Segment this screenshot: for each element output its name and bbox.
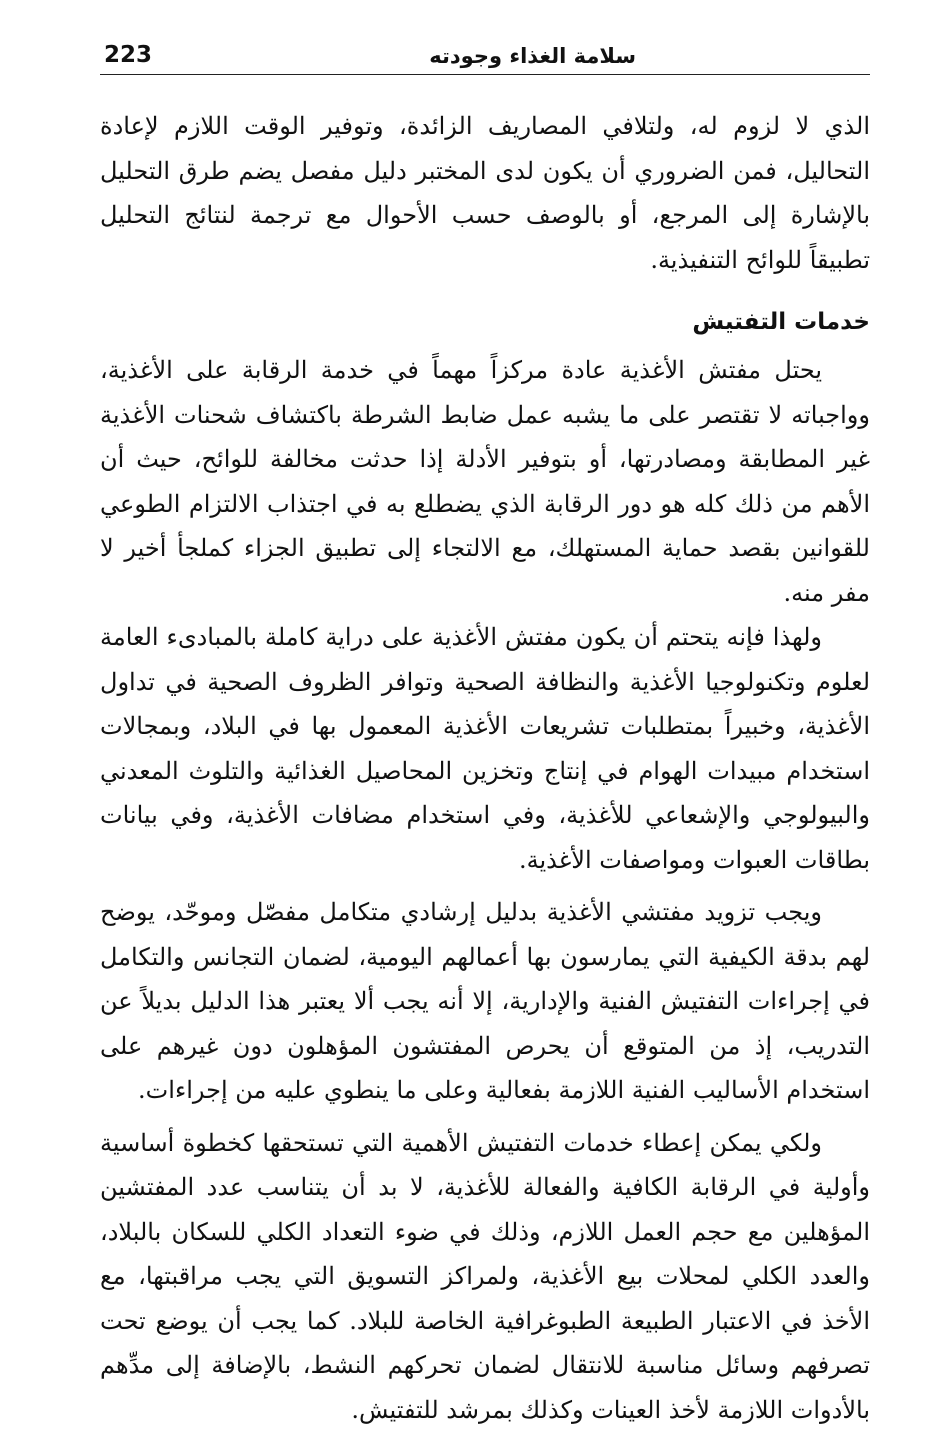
running-title: سلامة الغذاء وجودته xyxy=(429,44,636,68)
body-paragraph: ويجب تزويد مفتشي الأغذية بدليل إرشادي متكامل مفصّل وموحّد، يوضح لهم بدقة الكيفية التي يمارسون بها أعمالهم اليومية، لضمان التجانس والتكامل في إجراءات التفتيش الفنية والإدارية، إلا أنه يجب ألا يعتبر هذا الدليل بديلاً عن التدريب، إذ من المتوقع أن يحرص المفتشون المؤهلون دون غيرهم على استخدام الأساليب الفنية اللازمة بفعالية وعلى ما ينطوي عليه من إجراءات. xyxy=(100,890,870,1113)
header-divider xyxy=(100,74,870,75)
page-body xyxy=(100,104,870,1432)
body-paragraph: يحتل مفتش الأغذية عادة مركزاً مهماً في خدمة الرقابة على الأغذية، وواجباته لا تقتصر على ما يشبه عمل ضابط الشرطة باكتشاف شحنات الأغذية غير المطابقة ومصادرتها، أو بتوفير الأدلة إذا حدثت مخالفة للوائح، حيث أن الأهم من ذلك كله هو دور الرقابة الذي يضطلع به في اجتذاب الالتزام الطوعي للقوانين بقصد حماية المستهلك، مع الالتجاء إلى تطبيق الجزاء كملجأ أخير لا مفر منه. xyxy=(100,348,870,615)
intro-paragraph: الذي لا لزوم له، ولتلافي المصاريف الزائدة، وتوفير الوقت اللازم لإعادة التحاليل، فمن الضروري أن يكون لدى المختبر دليل مفصل يضم طرق التحليل بالإشارة إلى المرجع، أو بالوصف حسب الأحوال مع ترجمة لنتائج التحليل تطبيقاً للوائح التنفيذية. xyxy=(100,104,870,282)
body-paragraph: ولهذا فإنه يتحتم أن يكون مفتش الأغذية على دراية كاملة بالمبادىء العامة لعلوم وتكنولوجيا الأغذية والنظافة الصحية وتوافر الظروف الصحية في تداول الأغذية، وخبيراً بمتطلبات تشريعات الأغذية المعمول بها في البلاد، وبمجالات استخدام مبيدات الهوام في إنتاج وتخزين المحاصيل الغذائية والتلوث المعدني والبيولوجي والإشعاعي للأغذية، وفي استخدام مضافات الأغذية، وفي بيانات بطاقات العبوات ومواصفات الأغذية. xyxy=(100,615,870,882)
body-paragraph: ولكي يمكن إعطاء خدمات التفتيش الأهمية التي تستحقها كخطوة أساسية وأولية في الرقابة الكافية والفعالة للأغذية، لا بد أن يتناسب عدد المفتشين المؤهلين مع حجم العمل اللازم، وذلك في ضوء التعداد الكلي للسكان بالبلاد، والعدد الكلي لمحلات بيع الأغذية، ولمراكز التسويق التي يجب مراقبتها، مع الأخذ في الاعتبار الطبيعة الطبوغرافية الخاصة للبلاد. كما يجب أن يوضع تحت تصرفهم وسائل مناسبة للانتقال لضمان تحركهم النشط، بالإضافة إلى مدِّهم بالأدوات اللازمة لأخذ العينات وكذلك بمرشد للتفتيش. xyxy=(100,1121,870,1432)
page-number: 223 xyxy=(104,42,152,68)
page-header xyxy=(100,40,860,76)
section-heading: خدمات التفتيش xyxy=(100,304,870,340)
